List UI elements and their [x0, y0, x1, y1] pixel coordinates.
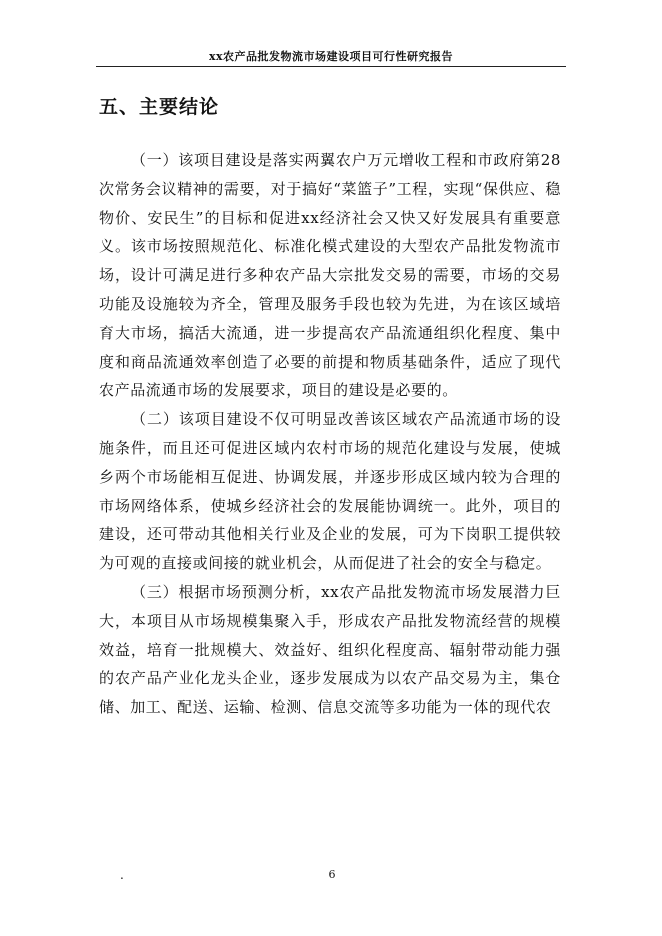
footer-dot: . [120, 868, 124, 882]
running-header: xx农产品批发物流市场建设项目可行性研究报告 [208, 50, 454, 63]
body-text [99, 146, 561, 722]
paragraph-3: （三）根据市场预测分析，xx农产品批发物流市场发展潜力巨大，本项目从市场规模集聚入手，形成农产品批发物流经营的规模效益，培育一批规模大、效益好、组织化程度高、辐射带动能力强的农产品产业化龙头企业，逐步发展成为以农产品交易为主，集仓储、加工、配送、运输、检测、信息交流等多功能为一体的现代农 [99, 582, 561, 717]
section-heading: 五、主要结论 [99, 96, 220, 118]
header-rule [96, 66, 566, 67]
paragraph-1: （一）该项目建设是落实两翼农户万元增收工程和市政府第28次常务会议精神的需要，对于搞好“菜篮子”工程，实现“保供应、稳物价、安民生”的目标和促进xx经济社会又快又好发展具有重要意义。该市场按照规范化、标准化模式建设的大型农产品批发物流市场，设计可满足进行多种农产品大宗批发交易的需要，市场的交易功能及设施较为齐全，管理及服务手段也较为先进，为在该区域培育大市场，搞活大流通，进一步提高农产品流通组织化程度、集中度和商品流通效率创造了必要的前提和物质基础条件，适应了现代农产品流通市场的发展要求，项目的建设是必要的。 [99, 151, 561, 400]
page-number: 6 [328, 868, 336, 881]
paragraph-2: （二）该项目建设不仅可明显改善该区域农产品流通市场的设施条件，而且还可促进区域内农村市场的规范化建设与发展，使城乡两个市场能相互促进、协调发展，并逐步形成区域内较为合理的市场网络体系，使城乡经济社会的发展能协调统一。此外，项目的建设，还可带动其他相关行业及企业的发展，可为下岗职工提供较为可观的直接或间接的就业机会，从而促进了社会的安全与稳定。 [99, 410, 561, 573]
